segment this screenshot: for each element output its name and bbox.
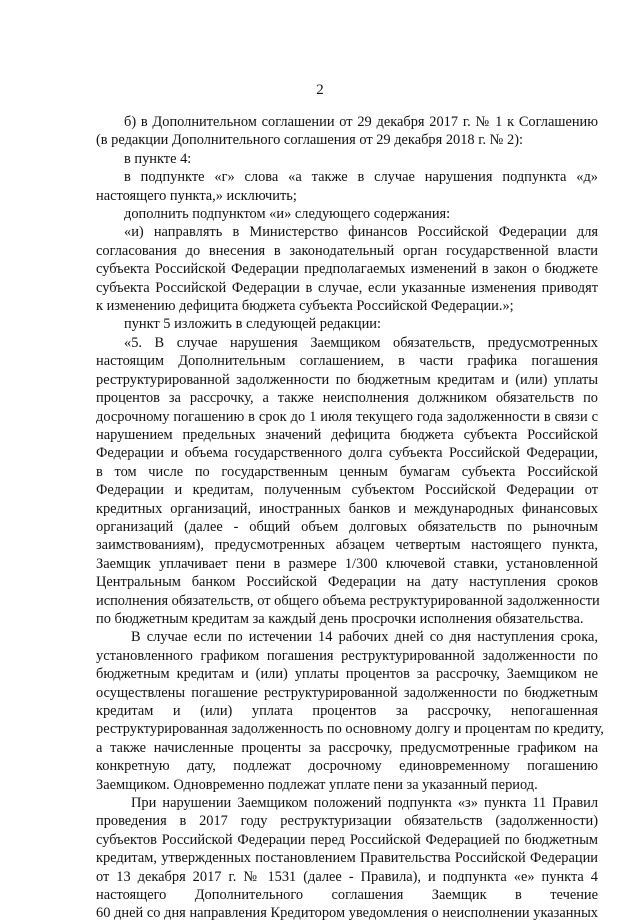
text-line: реструктурированной задолженности по бюджетным кредитам и (или) уплаты xyxy=(96,371,598,388)
text-line: (в редакции Дополнительного соглашения от 29 декабря 2018 г. № 2): xyxy=(96,132,523,149)
text-line: В случае если по истечении 14 рабочих дней со дня наступления срока, xyxy=(131,629,598,646)
text-line: «5. В случае нарушения Заемщиком обязательств, предусмотренных xyxy=(124,334,598,351)
text-line: к изменению дефицита бюджета субъекта Российской Федерации.»; xyxy=(96,298,514,315)
text-line: согласования до внесения в законодательный орган государственной власти xyxy=(96,242,598,259)
text-line: Центральным банком Российской Федерации на дату наступления сроков xyxy=(96,574,598,591)
text-line: установленного графиком погашения реструктурированной задолженности по xyxy=(96,647,598,664)
text-line: а также начисленные проценты за рассрочку, предусмотренные графиком на xyxy=(96,739,598,756)
text-line: заимствованиям), предусмотренных абзацем четвертым настоящего пункта, xyxy=(96,537,598,554)
document-body xyxy=(96,113,604,923)
text-line: 60 дней со дня направления Кредитором уведомления о неисполнении указанных xyxy=(96,905,598,922)
text-line: по бюджетным кредитам за каждый день просрочки исполнения обязательства. xyxy=(96,610,584,627)
text-line: проведения в 2017 году реструктуризации обязательств (задолженности) xyxy=(96,813,598,830)
text-line: кредитам и (или) уплата процентов за рассрочку, непогашенная xyxy=(96,703,598,719)
text-line: «и) направлять в Министерство финансов Российской Федерации для xyxy=(124,224,598,241)
text-line: субъекта Российской Федерации предполагаемых изменений в закон о бюджете xyxy=(96,261,598,278)
text-line: субъектов Российской Федерации перед Российской Федерацией по бюджетным xyxy=(96,831,598,848)
text-line: кредитных организаций, иностранных банков и международных финансовых xyxy=(96,500,598,517)
text-line: Федерации и кредитам, полученным субъектом Российской Федерации от xyxy=(96,482,598,499)
text-line: в подпункте «г» слова «а также в случае нарушения подпункта «д» xyxy=(124,169,598,186)
text-line: досрочному погашению в срок до 1 июля текущего года задолженности в связи с xyxy=(96,408,598,425)
text-line: дополнить подпунктом «и» следующего содержания: xyxy=(124,206,451,223)
text-line: б) в Дополнительном соглашении от 29 декабря 2017 г. № 1 к Соглашению xyxy=(124,114,598,130)
text-line: процентов за рассрочку, а также неисполнения должником обязательств по xyxy=(96,390,598,407)
text-line: настоящим Дополнительным соглашением, в части графика погашения xyxy=(96,353,598,370)
text-line: Заемщик уплачивает пени в размере 1/300 ключевой ставки, установленной xyxy=(96,555,598,572)
text-line: нарушением предельных значений дефицита бюджета субъекта Российской xyxy=(96,426,598,443)
text-line: настоящего пункта,» исключить; xyxy=(96,187,297,204)
text-line: реструктурированная задолженность по основному долгу и процентам по кредиту, xyxy=(96,721,604,738)
text-line: субъекта Российской Федерации в случае, если указанные изменения приводят xyxy=(96,279,598,296)
text-line: в пункте 4: xyxy=(124,150,192,167)
page-number: 2 xyxy=(316,82,324,98)
text-line: организаций (далее - общий объем долговых обязательств по рыночным xyxy=(96,518,598,535)
text-line: настоящего Дополнительного соглашения Заемщик в течение xyxy=(96,887,598,904)
text-line: от 13 декабря 2017 г. № 1531 (далее - Правила), и подпункта «е» пункта 4 xyxy=(96,868,598,885)
text-line: конкретную дату, подлежат досрочному единовременному погашению xyxy=(96,758,598,775)
text-line: осуществлены погашение реструктурированной задолженности по бюджетным xyxy=(96,684,598,701)
text-line: При нарушении Заемщиком положений подпункта «з» пункта 11 Правил xyxy=(131,795,598,812)
text-line: бюджетным кредитам и (или) уплаты процентов за рассрочку, Заемщиком не xyxy=(96,666,598,683)
text-line: кредитам, утвержденных постановлением Правительства Российской Федерации xyxy=(96,850,598,867)
text-line: пункт 5 изложить в следующей редакции: xyxy=(124,316,381,333)
text-line: Заемщиком. Одновременно подлежат уплате пени за указанный период. xyxy=(96,776,538,793)
text-line: Федерации и объема государственного долга субъекта Российской Федерации, xyxy=(96,445,598,462)
text-line: исполнения обязательств, от общего объема реструктурированной задолженности xyxy=(96,592,600,609)
text-line: в том числе по государственным ценным бумагам субъекта Российской xyxy=(96,463,598,480)
